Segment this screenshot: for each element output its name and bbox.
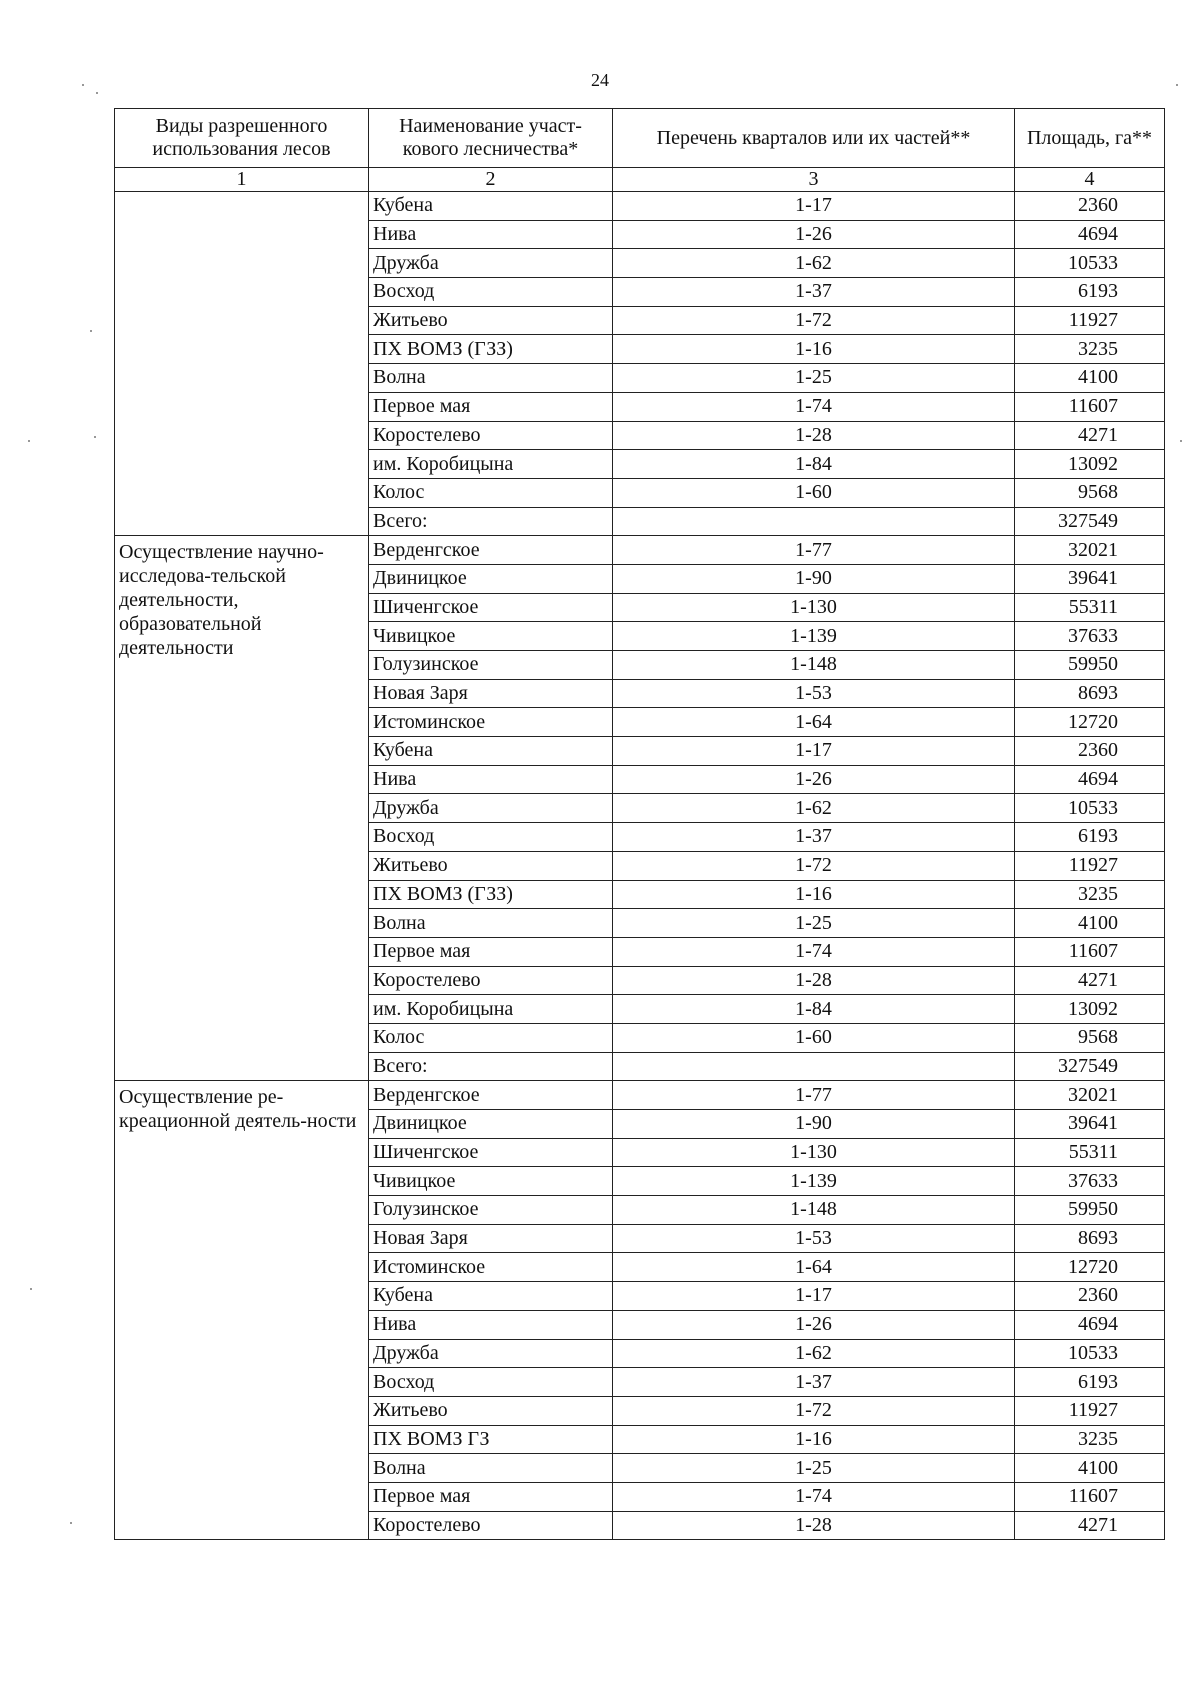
quarters-cell	[613, 1052, 1015, 1081]
district-name-cell: Волна	[369, 1454, 613, 1483]
area-cell: 39641	[1015, 1110, 1165, 1139]
area-cell: 11607	[1015, 392, 1165, 421]
forest-use-table	[114, 108, 1165, 1540]
area-cell: 4271	[1015, 966, 1165, 995]
quarters-cell: 1-60	[613, 1023, 1015, 1052]
quarters-cell: 1-62	[613, 1339, 1015, 1368]
quarters-cell: 1-37	[613, 278, 1015, 307]
quarters-cell: 1-77	[613, 536, 1015, 565]
scan-speck	[1176, 84, 1178, 86]
district-name-cell: Новая Заря	[369, 1224, 613, 1253]
district-name-cell: Коростелево	[369, 421, 613, 450]
area-cell: 9568	[1015, 1023, 1165, 1052]
quarters-cell: 1-28	[613, 421, 1015, 450]
area-cell: 4100	[1015, 1454, 1165, 1483]
quarters-cell: 1-26	[613, 220, 1015, 249]
column-number: 1	[115, 168, 369, 192]
district-name-cell: Коростелево	[369, 966, 613, 995]
district-name-cell: Голузинское	[369, 1196, 613, 1225]
quarters-cell: 1-72	[613, 1396, 1015, 1425]
quarters-cell: 1-84	[613, 995, 1015, 1024]
area-cell: 11927	[1015, 851, 1165, 880]
quarters-cell: 1-25	[613, 364, 1015, 393]
quarters-cell: 1-148	[613, 1196, 1015, 1225]
header-use-type: Виды разрешенного использования лесов	[115, 109, 369, 168]
area-cell: 11607	[1015, 1482, 1165, 1511]
quarters-cell: 1-53	[613, 1224, 1015, 1253]
area-cell: 4271	[1015, 421, 1165, 450]
quarters-cell: 1-74	[613, 392, 1015, 421]
header-area: Площадь, га**	[1015, 109, 1165, 168]
area-cell: 11927	[1015, 1396, 1165, 1425]
scan-speck	[70, 1522, 72, 1524]
area-cell: 6193	[1015, 1368, 1165, 1397]
quarters-cell	[613, 507, 1015, 536]
scan-speck	[1180, 440, 1182, 442]
area-cell: 4694	[1015, 220, 1165, 249]
area-cell: 327549	[1015, 1052, 1165, 1081]
district-name-cell: Кубена	[369, 1282, 613, 1311]
column-number: 4	[1015, 168, 1165, 192]
quarters-cell: 1-17	[613, 1282, 1015, 1311]
area-cell: 8693	[1015, 679, 1165, 708]
quarters-cell: 1-16	[613, 880, 1015, 909]
quarters-cell: 1-84	[613, 450, 1015, 479]
quarters-cell: 1-17	[613, 192, 1015, 221]
district-name-cell: Двиницкое	[369, 1110, 613, 1139]
area-cell: 59950	[1015, 651, 1165, 680]
area-cell: 4694	[1015, 765, 1165, 794]
scan-speck	[28, 440, 30, 442]
district-name-cell: Двиницкое	[369, 564, 613, 593]
area-cell: 4694	[1015, 1310, 1165, 1339]
quarters-cell: 1-26	[613, 765, 1015, 794]
area-cell: 4100	[1015, 364, 1165, 393]
area-cell: 8693	[1015, 1224, 1165, 1253]
district-name-cell: Первое мая	[369, 937, 613, 966]
district-name-cell: Всего:	[369, 507, 613, 536]
area-cell: 4271	[1015, 1511, 1165, 1540]
district-name-cell: Чивицкое	[369, 1167, 613, 1196]
district-name-cell: Истоминское	[369, 708, 613, 737]
area-cell: 55311	[1015, 1138, 1165, 1167]
district-name-cell: Верденгское	[369, 1081, 613, 1110]
quarters-cell: 1-26	[613, 1310, 1015, 1339]
area-cell: 2360	[1015, 737, 1165, 766]
quarters-cell: 1-74	[613, 1482, 1015, 1511]
table-header-row	[115, 109, 1165, 168]
area-cell: 10533	[1015, 794, 1165, 823]
area-cell: 37633	[1015, 1167, 1165, 1196]
quarters-cell: 1-60	[613, 478, 1015, 507]
quarters-cell: 1-53	[613, 679, 1015, 708]
quarters-cell: 1-64	[613, 1253, 1015, 1282]
quarters-cell: 1-25	[613, 909, 1015, 938]
column-number-row	[115, 168, 1165, 192]
district-name-cell: Нива	[369, 220, 613, 249]
quarters-cell: 1-25	[613, 1454, 1015, 1483]
quarters-cell: 1-28	[613, 966, 1015, 995]
table-row	[115, 1081, 1165, 1110]
quarters-cell: 1-130	[613, 593, 1015, 622]
district-name-cell: Житьево	[369, 1396, 613, 1425]
quarters-cell: 1-37	[613, 1368, 1015, 1397]
district-name-cell: Кубена	[369, 192, 613, 221]
quarters-cell: 1-77	[613, 1081, 1015, 1110]
area-cell: 6193	[1015, 823, 1165, 852]
quarters-cell: 1-64	[613, 708, 1015, 737]
quarters-cell: 1-62	[613, 794, 1015, 823]
table-row	[115, 192, 1165, 221]
quarters-cell: 1-139	[613, 1167, 1015, 1196]
district-name-cell: Волна	[369, 909, 613, 938]
district-name-cell: Верденгское	[369, 536, 613, 565]
district-name-cell: Истоминское	[369, 1253, 613, 1282]
district-name-cell: им. Коробицына	[369, 995, 613, 1024]
area-cell: 39641	[1015, 564, 1165, 593]
district-name-cell: Нива	[369, 765, 613, 794]
district-name-cell: Колос	[369, 1023, 613, 1052]
scan-speck	[90, 330, 92, 332]
district-name-cell: Дружба	[369, 249, 613, 278]
quarters-cell: 1-72	[613, 851, 1015, 880]
column-number: 3	[613, 168, 1015, 192]
district-name-cell: Шиченгское	[369, 1138, 613, 1167]
area-cell: 11607	[1015, 937, 1165, 966]
area-cell: 3235	[1015, 335, 1165, 364]
table-row	[115, 536, 1165, 565]
area-cell: 327549	[1015, 507, 1165, 536]
quarters-cell: 1-90	[613, 564, 1015, 593]
district-name-cell: Первое мая	[369, 392, 613, 421]
scan-speck	[96, 92, 98, 94]
district-name-cell: Голузинское	[369, 651, 613, 680]
quarters-cell: 1-72	[613, 306, 1015, 335]
district-name-cell: Новая Заря	[369, 679, 613, 708]
use-type-cell: Осуществление научно-исследова-тельской деятельности, образовательной деятельности	[115, 536, 369, 1081]
district-name-cell: Дружба	[369, 1339, 613, 1368]
use-type-cell	[115, 192, 369, 536]
quarters-cell: 1-16	[613, 1425, 1015, 1454]
quarters-cell: 1-148	[613, 651, 1015, 680]
area-cell: 13092	[1015, 995, 1165, 1024]
use-type-cell: Осуществление ре-креационной деятель-ности	[115, 1081, 369, 1540]
quarters-cell: 1-37	[613, 823, 1015, 852]
district-name-cell: Колос	[369, 478, 613, 507]
area-cell: 32021	[1015, 536, 1165, 565]
area-cell: 9568	[1015, 478, 1165, 507]
district-name-cell: Шиченгское	[369, 593, 613, 622]
column-number: 2	[369, 168, 613, 192]
area-cell: 11927	[1015, 306, 1165, 335]
district-name-cell: Восход	[369, 278, 613, 307]
district-name-cell: Волна	[369, 364, 613, 393]
area-cell: 12720	[1015, 1253, 1165, 1282]
district-name-cell: Первое мая	[369, 1482, 613, 1511]
district-name-cell: Восход	[369, 1368, 613, 1397]
district-name-cell: Дружба	[369, 794, 613, 823]
district-name-cell: ПХ ВОМЗ ГЗ	[369, 1425, 613, 1454]
page-number: 24	[591, 70, 609, 90]
district-name-cell: Кубена	[369, 737, 613, 766]
quarters-cell: 1-16	[613, 335, 1015, 364]
area-cell: 13092	[1015, 450, 1165, 479]
header-district: Наименование участ-кового лесничества*	[369, 109, 613, 168]
area-cell: 3235	[1015, 880, 1165, 909]
district-name-cell: Житьево	[369, 851, 613, 880]
area-cell: 10533	[1015, 249, 1165, 278]
area-cell: 32021	[1015, 1081, 1165, 1110]
district-name-cell: Коростелево	[369, 1511, 613, 1540]
district-name-cell: Всего:	[369, 1052, 613, 1081]
district-name-cell: им. Коробицына	[369, 450, 613, 479]
scan-speck	[82, 84, 84, 86]
district-name-cell: Житьево	[369, 306, 613, 335]
district-name-cell: Восход	[369, 823, 613, 852]
scan-speck	[30, 1288, 32, 1290]
quarters-cell: 1-74	[613, 937, 1015, 966]
quarters-cell: 1-62	[613, 249, 1015, 278]
area-cell: 4100	[1015, 909, 1165, 938]
area-cell: 37633	[1015, 622, 1165, 651]
area-cell: 59950	[1015, 1196, 1165, 1225]
district-name-cell: Нива	[369, 1310, 613, 1339]
area-cell: 2360	[1015, 192, 1165, 221]
area-cell: 10533	[1015, 1339, 1165, 1368]
district-name-cell: Чивицкое	[369, 622, 613, 651]
table-body	[115, 192, 1165, 1540]
quarters-cell: 1-130	[613, 1138, 1015, 1167]
header-quarters: Перечень кварталов или их частей**	[613, 109, 1015, 168]
area-cell: 6193	[1015, 278, 1165, 307]
district-name-cell: ПХ ВОМЗ (ГЗЗ)	[369, 335, 613, 364]
area-cell: 12720	[1015, 708, 1165, 737]
quarters-cell: 1-17	[613, 737, 1015, 766]
quarters-cell: 1-139	[613, 622, 1015, 651]
district-name-cell: ПХ ВОМЗ (ГЗЗ)	[369, 880, 613, 909]
quarters-cell: 1-90	[613, 1110, 1015, 1139]
area-cell: 55311	[1015, 593, 1165, 622]
area-cell: 3235	[1015, 1425, 1165, 1454]
quarters-cell: 1-28	[613, 1511, 1015, 1540]
area-cell: 2360	[1015, 1282, 1165, 1311]
scan-speck	[94, 436, 96, 438]
